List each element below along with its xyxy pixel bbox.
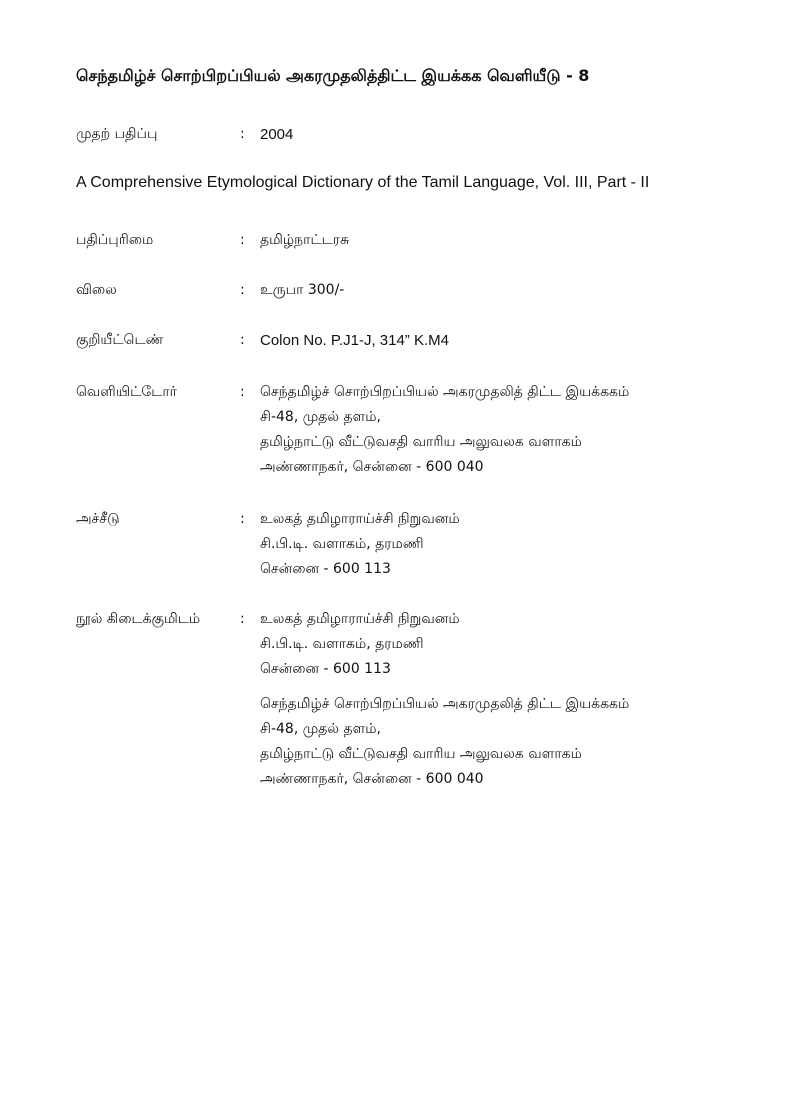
printer-address: [260, 507, 460, 582]
english-title: A Comprehensive Etymological Dictionary of the Tamil Language, Vol. III, Part - II: [76, 174, 650, 191]
copyright-colon: :: [240, 232, 245, 248]
publisher-address: [260, 380, 629, 480]
publisher-line: செந்தமிழ்ச் சொற்பிறப்பியல் அகரமுதலித் திட்ட இயக்ககம்: [260, 384, 630, 400]
printer-line: சி.பி.டி. வளாகம், தரமணி: [260, 536, 424, 552]
availability-label: நூல் கிடைக்குமிடம்: [76, 611, 201, 627]
printer-line: சென்னை - 600 113: [260, 561, 391, 577]
copyright-label: பதிப்புரிமை: [76, 232, 154, 248]
printer-line: உலகத் தமிழாராய்ச்சி நிறுவனம்: [260, 511, 460, 527]
price-colon: :: [240, 282, 245, 298]
availability-line: உலகத் தமிழாராய்ச்சி நிறுவனம்: [260, 611, 460, 627]
edition-label: முதற் பதிப்பு: [76, 126, 158, 142]
publisher-label: வெளியிட்டோர்: [76, 384, 177, 400]
code-label: குறியீட்டெண்: [76, 332, 164, 348]
availability-line: சி-48, முதல் தளம்,: [260, 721, 381, 737]
code-colon: :: [240, 332, 245, 348]
availability-line: தமிழ்நாட்டு வீட்டுவசதி வாரிய அலுவலக வளாகம்: [260, 746, 582, 762]
copyright-value: தமிழ்நாட்டரசு: [260, 232, 350, 248]
edition-colon: :: [240, 126, 245, 142]
availability-line: செந்தமிழ்ச் சொற்பிறப்பியல் அகரமுதலித் திட்ட இயக்ககம்: [260, 696, 630, 712]
printer-label: அச்சீடு: [76, 511, 120, 527]
availability-line: அண்ணாநகர், சென்னை - 600 040: [260, 771, 484, 787]
publisher-line: தமிழ்நாட்டு வீட்டுவசதி வாரிய அலுவலக வளாகம்: [260, 434, 582, 450]
publisher-line: அண்ணாநகர், சென்னை - 600 040: [260, 459, 484, 475]
availability-colon: :: [240, 611, 245, 627]
series-title: செந்தமிழ்ச் சொற்பிறப்பியல் அகரமுதலித்திட்ட இயக்கக வெளியீடு - 8: [76, 66, 590, 85]
price-label: விலை: [76, 282, 117, 298]
publisher-colon: :: [240, 384, 245, 400]
availability-line: சி.பி.டி. வளாகம், தரமணி: [260, 636, 424, 652]
availability-addresses: [260, 607, 629, 792]
availability-line: சென்னை - 600 113: [260, 661, 391, 677]
code-value: Colon No. P.J1-J, 314” K.M4: [260, 332, 449, 349]
printer-colon: :: [240, 511, 245, 527]
price-value: உருபா 300/-: [260, 282, 345, 298]
edition-value: 2004: [260, 126, 294, 143]
publisher-line: சி-48, முதல் தளம்,: [260, 409, 381, 425]
